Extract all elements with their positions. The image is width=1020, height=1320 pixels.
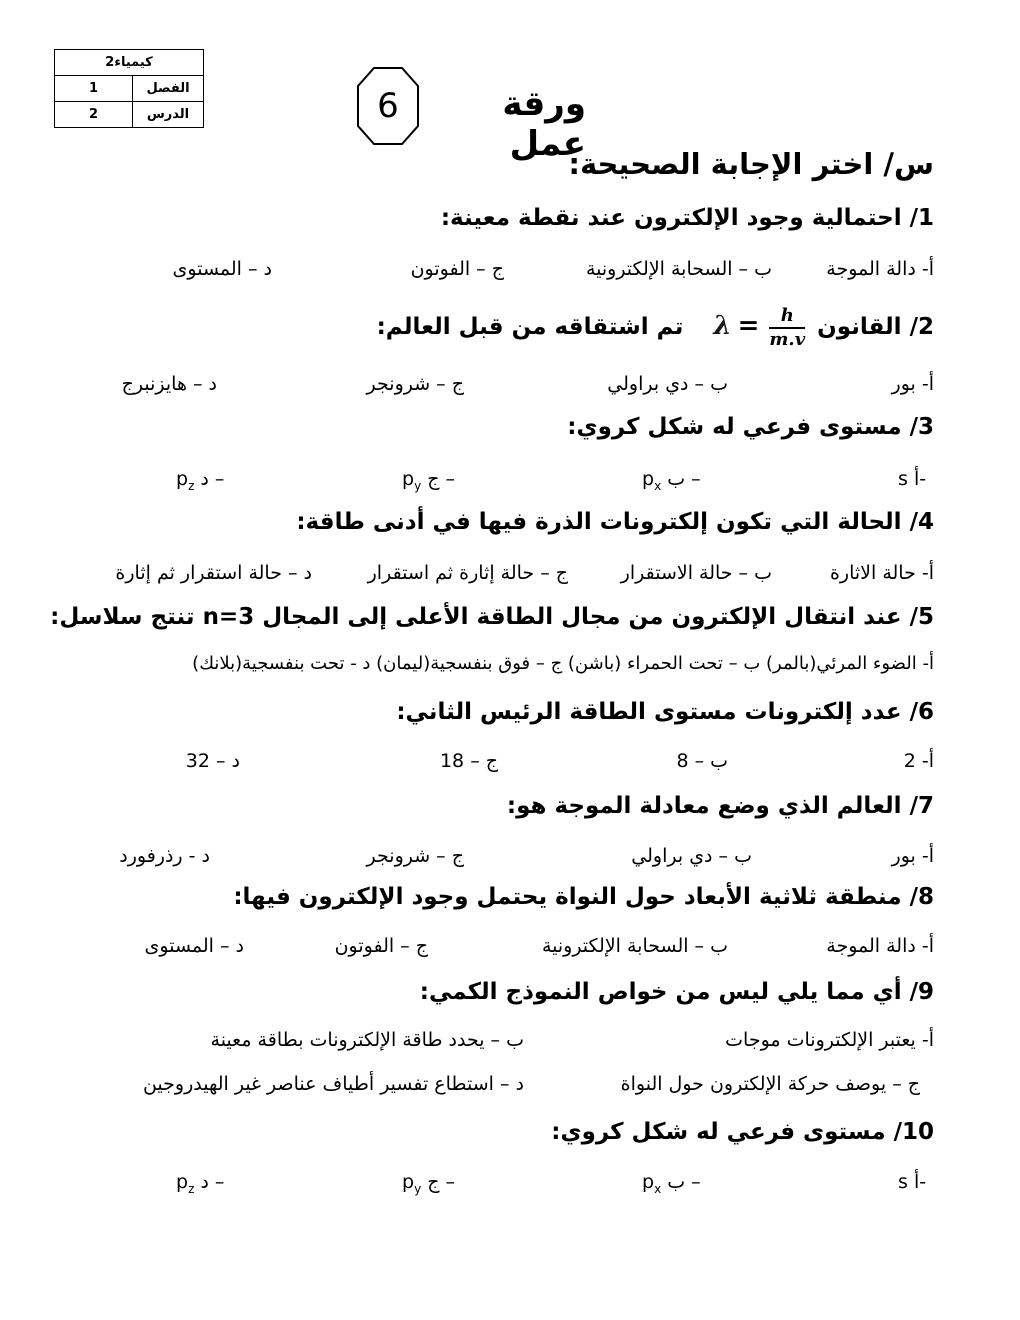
q6-option-b: ب – 8 (676, 750, 728, 772)
q10-option-d: $p_z$ د – (176, 1171, 225, 1196)
q4-option-c: ج – حالة إثارة ثم استقرار (367, 562, 568, 584)
q1-option-d: د – المستوى (172, 258, 272, 280)
question-10: 10/ مستوى فرعي له شكل كروي: (551, 1119, 934, 1145)
q6-option-c: ج – 18 (439, 750, 498, 772)
q3-option-c: $p_y$ ج – (402, 468, 456, 493)
q9-option-b: ب – يحدد طاقة الإلكترونات بطاقة معينة (210, 1029, 524, 1051)
q7-option-b: ب – دي براولي (631, 845, 752, 867)
worksheet-number: 6 (377, 86, 399, 126)
question-4: 4/ الحالة التي تكون إلكترونات الذرة فيها في أدنى طاقة: (296, 509, 934, 535)
q8-option-b: ب – السحابة الإلكترونية (541, 935, 728, 957)
q3-option-b: $p_x$ ب – (642, 468, 701, 493)
info-table (54, 49, 204, 128)
question-7: 7/ العالم الذي وضع معادلة الموجة هو: (506, 793, 934, 819)
q10-option-a: s أ- (898, 1171, 927, 1193)
q7-option-c: ج – شرونجر (366, 845, 464, 867)
question-9: 9/ أي مما يلي ليس من خواص النموذج الكمي: (419, 979, 934, 1005)
q3-option-d: $p_z$ د – (176, 468, 225, 493)
question-5: 5/ عند انتقال الإلكترون من مجال الطاقة الأعلى إلى المجال n=3 تنتج سلاسل: (50, 604, 934, 630)
question-2 (377, 302, 934, 351)
q8-option-a: أ- دالة الموجة (826, 935, 934, 957)
chapter-label: الفصل (133, 76, 204, 102)
q4-option-d: د – حالة استقرار ثم إثارة (115, 562, 312, 584)
q7-option-d: د - رذرفورد (119, 845, 210, 867)
chapter-value: 1 (55, 76, 133, 102)
q5-options: أ- الضوء المرئي(بالمر) ب – تحت الحمراء (باشن) ج – فوق بنفسجية(ليمان) د - تحت بنفسجية(بلانك) (192, 653, 934, 674)
q3-option-a: s أ- (898, 468, 927, 490)
q2-option-b: ب – دي براولي (607, 373, 728, 395)
question-8: 8/ منطقة ثلاثية الأبعاد حول النواة يحتمل وجود الإلكترون فيها: (233, 884, 934, 910)
q2-option-d: د – هايزنبرج (121, 373, 217, 395)
formula-lambda: λ (713, 311, 732, 341)
q1-option-b: ب – السحابة الإلكترونية (585, 258, 772, 280)
q2-text-before: 2/ القانون (817, 314, 934, 340)
formula-numerator: h (769, 305, 805, 329)
question-1: 1/ احتمالية وجود الإلكترون عند نقطة معينة: (440, 205, 934, 231)
q2-text-after: تم اشتقاقه من قبل العالم: (376, 314, 684, 340)
question-3: 3/ مستوى فرعي له شكل كروي: (567, 414, 934, 440)
q6-option-d: د – 32 (185, 750, 240, 772)
formula-denominator: m.v (769, 328, 806, 350)
q10-option-c: $p_y$ ج – (402, 1171, 456, 1196)
lesson-label: الدرس (133, 102, 204, 128)
q6-option-a: أ- 2 (903, 750, 934, 772)
q2-option-c: ج – شرونجر (366, 373, 464, 395)
q10-option-b: $p_x$ ب – (642, 1171, 701, 1196)
q1-option-c: ج – الفوتون (410, 258, 504, 280)
lesson-value: 2 (55, 102, 133, 128)
q7-option-a: أ- بور (891, 845, 934, 867)
q1-option-a: أ- دالة الموجة (826, 258, 934, 280)
q4-option-b: ب – حالة الاستقرار (620, 562, 772, 584)
q8-option-c: ج – الفوتون (334, 935, 428, 957)
subject-cell: كيمياء2 (55, 50, 204, 76)
q2-option-a: أ- بور (891, 373, 934, 395)
q9-option-c: ج – يوصف حركة الإلكترون حول النواة (620, 1073, 920, 1095)
instruction-heading: س/ اختر الإجابة الصحيحة: (568, 147, 934, 181)
question-6: 6/ عدد إلكترونات مستوى الطاقة الرئيس الثاني: (396, 699, 934, 725)
formula-equals: = (737, 311, 760, 341)
q9-option-a: أ- يعتبر الإلكترونات موجات (725, 1029, 934, 1051)
formula-fraction (769, 305, 805, 351)
worksheet-title: ورقة عمل (502, 84, 586, 164)
worksheet-number-badge (356, 66, 420, 146)
q9-option-d: د – استطاع تفسير أطياف عناصر غير الهيدروجين (142, 1073, 524, 1095)
q4-option-a: أ- حالة الاثارة (829, 562, 934, 584)
q8-option-d: د – المستوى (144, 935, 244, 957)
